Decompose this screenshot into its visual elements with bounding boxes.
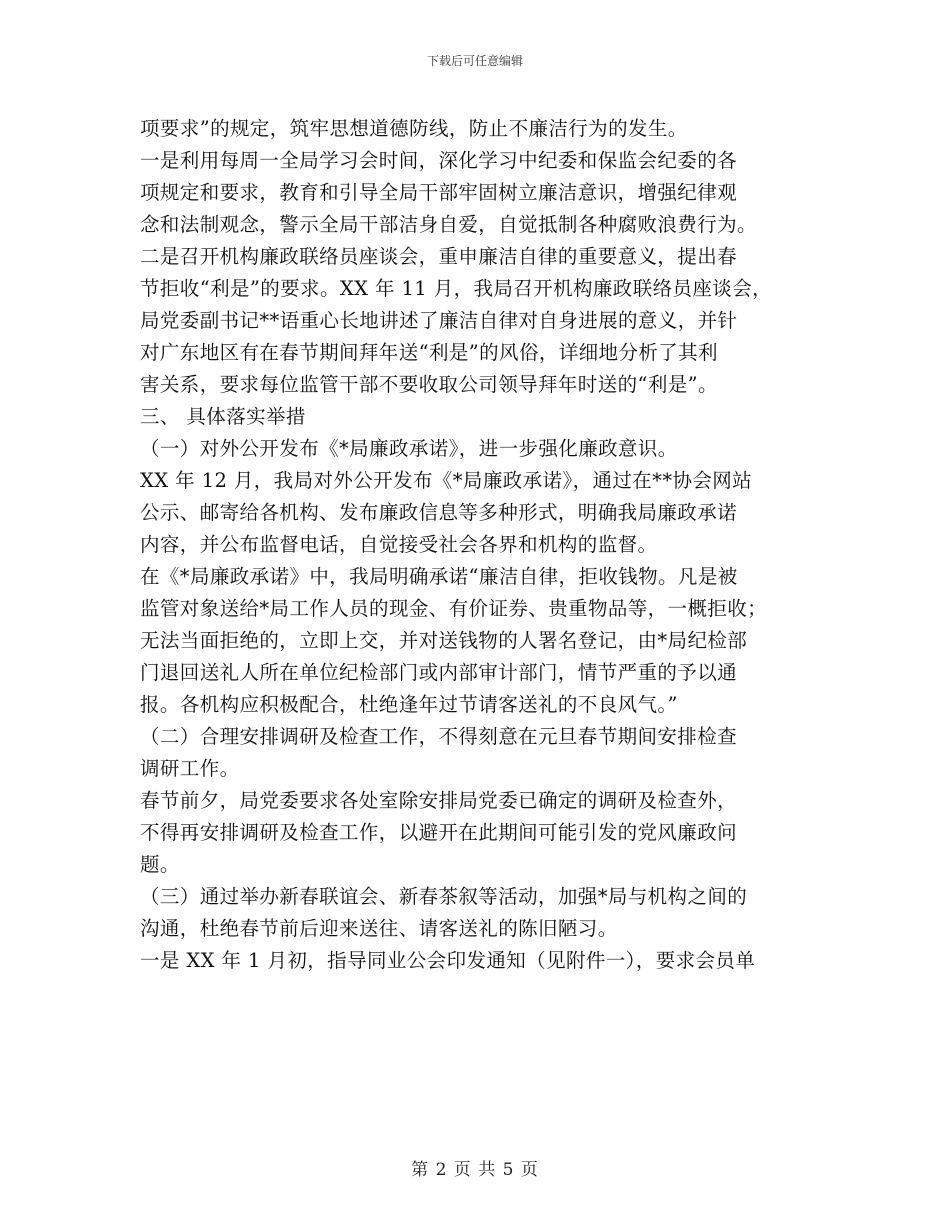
text-line: 无法当面拒绝的，立即上交，并对送钱物的人署名登记，由*局纪检部 [140, 629, 748, 652]
text-line: 公示、邮寄给各机构、发布廉政信息等多种形式，明确我局廉政承诺 [140, 501, 738, 524]
page-header-note: 下载后可任意编辑 [426, 54, 523, 68]
text-line: 调研工作。 [140, 757, 240, 780]
text-line: 项要求”的规定，筑牢思想道德防线，防止不廉洁行为的发生。 [140, 117, 688, 140]
text-line: 一是利用每周一全局学习会时间，深化学习中纪委和保监会纪委的各 [140, 149, 738, 172]
text-line: 不得再安排调研及检查工作，以避开在此期间可能引发的党风廉政问 [140, 821, 738, 844]
text-line: 门退回送礼人所在单位纪检部门或内部审计部门，情节严重的予以通 [140, 661, 738, 684]
text-line: 题。 [140, 853, 180, 876]
subsection-heading: （三）通过举办新春联谊会、新春茶叙等活动，加强*局与机构之间的 [140, 885, 748, 908]
text-line: 局党委副书记**语重心长地讲述了廉洁自律对自身进展的意义，并针 [140, 309, 738, 332]
text-line: 节拒收“利是”的要求。XX 年 11 月，我局召开机构廉政联络员座谈会， [140, 277, 773, 300]
text-line: 监管对象送给*局工作人员的现金、有价证券、贵重物品等，一概拒收； [140, 597, 768, 620]
text-line: 二是召开机构廉政联络员座谈会，重申廉洁自律的重要意义，提出春 [140, 245, 738, 268]
text-line: 对广东地区有在春节期间拜年送“利是”的风俗，详细地分析了其利 [140, 341, 718, 364]
text-line: 内容，并公布监督电话，自觉接受社会各界和机构的监督。 [140, 533, 658, 556]
text-line: 沟通，杜绝春节前后迎来送往、请客送礼的陈旧陋习。 [140, 917, 618, 940]
text-line: 报。各机构应积极配合，杜绝逢年过节请客送礼的不良风气。” [140, 693, 678, 716]
text-line: 一是 XX 年 1 月初，指导同业公会印发通知（见附件一），要求会员单 [140, 949, 756, 972]
text-line: 在《*局廉政承诺》中，我局明确承诺“廉洁自律，拒收钱物。凡是被 [140, 565, 738, 588]
text-line: 春节前夕，局党委要求各处室除安排局党委已确定的调研及检查外， [140, 789, 738, 812]
text-line: 害关系，要求每位监管干部不要收取公司领导拜年时送的“利是”。 [140, 373, 718, 396]
document-body [140, 113, 830, 977]
page-number: 第 2 页 共 5 页 [411, 1160, 539, 1180]
subsection-heading: （二）合理安排调研及检查工作，不得刻意在元旦春节期间安排检查 [140, 725, 738, 748]
subsection-heading: （一）对外公开发布《*局廉政承诺》，进一步强化廉政意识。 [140, 437, 678, 460]
text-line: 念和法制观念，警示全局干部洁身自爱，自觉抵制各种腐败浪费行为。 [140, 213, 757, 236]
section-heading: 三、 具体落实举措 [140, 405, 306, 428]
text-line: XX 年 12 月，我局对外公开发布《*局廉政承诺》，通过在**协会网站 [140, 469, 753, 492]
text-line: 项规定和要求，教育和引导全局干部牢固树立廉洁意识，增强纪律观 [140, 181, 738, 204]
